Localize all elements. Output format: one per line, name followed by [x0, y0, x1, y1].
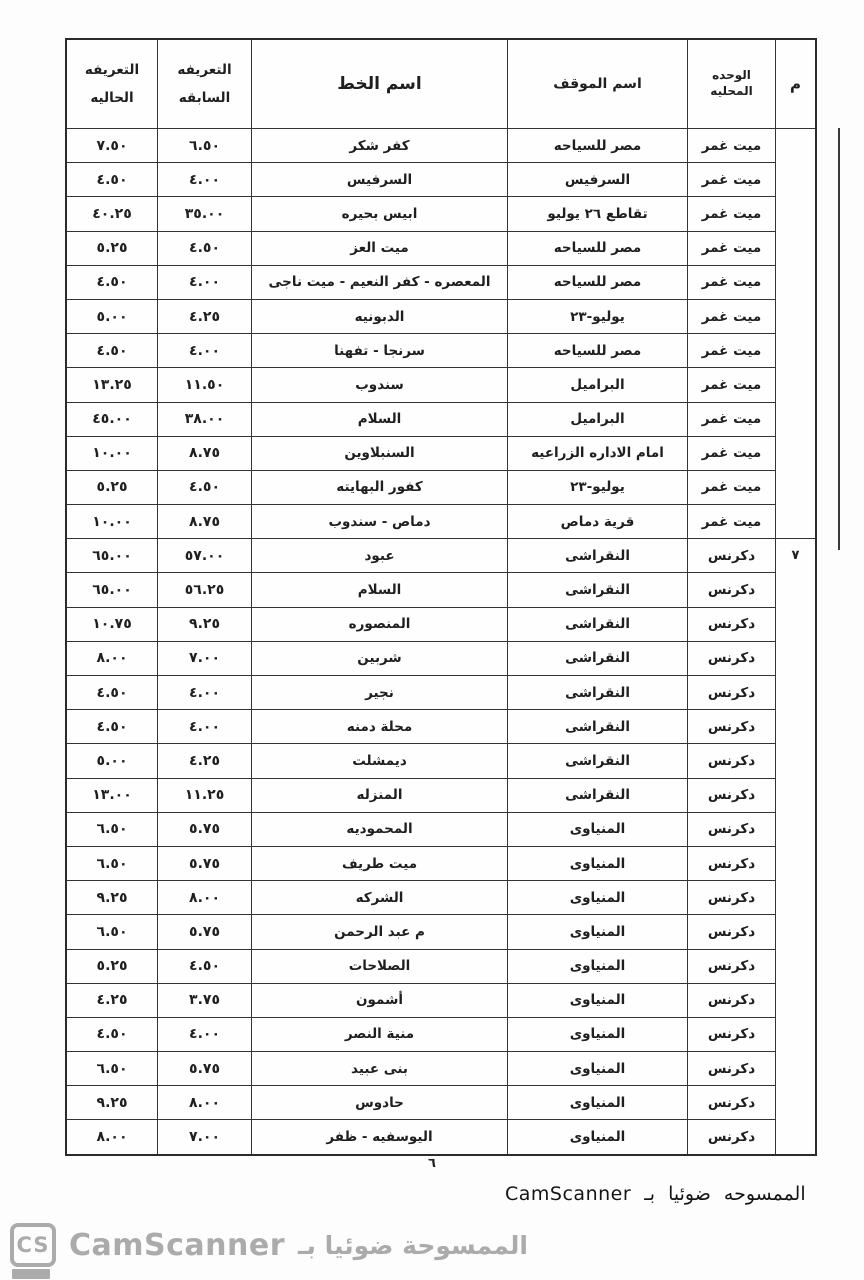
cell-line-name: الدبونيه: [251, 299, 507, 333]
cell-current-tariff: ٨.٠٠: [67, 1119, 157, 1153]
cell-station-name: المنياوى: [507, 846, 687, 880]
camscanner-watermark: [10, 1221, 528, 1269]
cell-previous-tariff: ٥.٧٥: [157, 1051, 251, 1085]
cell-previous-tariff: ٣٨.٠٠: [157, 402, 251, 436]
cell-line-name: محلة دمنه: [251, 709, 507, 743]
cell-previous-tariff: ٨.٧٥: [157, 436, 251, 470]
camscanner-arabic-caption: الممسوحة ضوئيا بـ: [298, 1230, 528, 1260]
scan-edge-artifact: [838, 128, 840, 550]
cell-previous-tariff: ٥٧.٠٠: [157, 538, 251, 572]
header-station-name: اسم الموقف: [507, 40, 687, 128]
cell-line-name: سندوب: [251, 367, 507, 401]
cell-current-tariff: ٤.٥٠: [67, 675, 157, 709]
cell-line-name: اليوسفيه - ظفر: [251, 1119, 507, 1153]
cell-line-name: المنزله: [251, 778, 507, 812]
cell-line-name: كفر شكر: [251, 128, 507, 162]
cell-current-tariff: ٦٥.٠٠: [67, 538, 157, 572]
serial-group-cell: [775, 128, 815, 538]
cell-station-name: مصر للسياحه: [507, 265, 687, 299]
header-local-unit: الوحده المحليه: [687, 40, 775, 128]
cell-previous-tariff: ٤.٠٠: [157, 709, 251, 743]
cell-previous-tariff: ١١.٢٥: [157, 778, 251, 812]
cell-previous-tariff: ٤.٥٠: [157, 231, 251, 265]
cell-previous-tariff: ٥.٧٥: [157, 846, 251, 880]
cell-local-unit: دكرنس: [687, 778, 775, 812]
cell-previous-tariff: ٤.٢٥: [157, 299, 251, 333]
header-serial: م: [775, 40, 815, 128]
cell-line-name: ديمشلت: [251, 743, 507, 777]
cell-station-name: يوليو-٢٣: [507, 470, 687, 504]
cell-previous-tariff: ٨.٠٠: [157, 880, 251, 914]
tariff-table: [65, 38, 817, 1156]
cell-line-name: أشمون: [251, 983, 507, 1017]
cell-local-unit: دكرنس: [687, 675, 775, 709]
cell-local-unit: ميت غمر: [687, 470, 775, 504]
cell-current-tariff: ٤.٥٠: [67, 333, 157, 367]
cell-current-tariff: ١٣.٠٠: [67, 778, 157, 812]
cell-local-unit: دكرنس: [687, 846, 775, 880]
cell-station-name: النقراشى: [507, 709, 687, 743]
cell-local-unit: ميت غمر: [687, 265, 775, 299]
cell-previous-tariff: ٣.٧٥: [157, 983, 251, 1017]
cell-current-tariff: ٩.٢٥: [67, 1085, 157, 1119]
cell-current-tariff: ٧.٥٠: [67, 128, 157, 162]
cell-current-tariff: ٥.٢٥: [67, 470, 157, 504]
cell-current-tariff: ١٠.٠٠: [67, 436, 157, 470]
cell-local-unit: دكرنس: [687, 743, 775, 777]
cell-current-tariff: ٦٥.٠٠: [67, 572, 157, 606]
cell-previous-tariff: ٦.٥٠: [157, 128, 251, 162]
cell-station-name: مصر للسياحه: [507, 231, 687, 265]
cell-previous-tariff: ٨.٧٥: [157, 504, 251, 538]
cell-current-tariff: ٤.٥٠: [67, 1017, 157, 1051]
cell-line-name: الصلاحات: [251, 949, 507, 983]
cell-station-name: المنياوى: [507, 914, 687, 948]
cell-station-name: السرفيس: [507, 162, 687, 196]
cell-previous-tariff: ٥٦.٢٥: [157, 572, 251, 606]
cell-local-unit: دكرنس: [687, 1119, 775, 1153]
cell-local-unit: ميت غمر: [687, 128, 775, 162]
cell-current-tariff: ٨.٠٠: [67, 641, 157, 675]
cell-previous-tariff: ٤.٢٥: [157, 743, 251, 777]
cell-local-unit: ميت غمر: [687, 504, 775, 538]
cell-current-tariff: ٤٠.٢٥: [67, 196, 157, 230]
cell-local-unit: دكرنس: [687, 880, 775, 914]
cell-line-name: الشركه: [251, 880, 507, 914]
cell-previous-tariff: ٤.٠٠: [157, 333, 251, 367]
cell-previous-tariff: ٥.٧٥: [157, 812, 251, 846]
header-current-tariff: التعريفه الحاليه: [84, 61, 140, 106]
cell-line-name: السرفيس: [251, 162, 507, 196]
cell-previous-tariff: ٤.٥٠: [157, 470, 251, 504]
cell-current-tariff: ٤.٥٠: [67, 162, 157, 196]
cell-current-tariff: ٦.٥٠: [67, 812, 157, 846]
cell-line-name: نجير: [251, 675, 507, 709]
handwritten-scan-note: الممسوحه ضوئيا بـ CamScanner: [505, 1183, 806, 1205]
cell-line-name: عبود: [251, 538, 507, 572]
cell-previous-tariff: ٥.٧٥: [157, 914, 251, 948]
cell-local-unit: دكرنس: [687, 1085, 775, 1119]
cell-local-unit: ميت غمر: [687, 402, 775, 436]
cell-station-name: النقراشى: [507, 538, 687, 572]
header-line-name: اسم الخط: [251, 40, 507, 128]
cell-station-name: المنياوى: [507, 1119, 687, 1153]
cell-station-name: المنياوى: [507, 983, 687, 1017]
cell-station-name: المنياوى: [507, 812, 687, 846]
cell-line-name: حادوس: [251, 1085, 507, 1119]
cell-current-tariff: ٤٥.٠٠: [67, 402, 157, 436]
cell-station-name: المنياوى: [507, 1085, 687, 1119]
cell-line-name: شربين: [251, 641, 507, 675]
cell-line-name: السلام: [251, 402, 507, 436]
cell-local-unit: دكرنس: [687, 1017, 775, 1051]
cell-line-name: السنبلاوين: [251, 436, 507, 470]
cell-station-name: النقراشى: [507, 607, 687, 641]
header-previous-tariff: التعريفه السابقه: [157, 40, 251, 128]
cell-line-name: المعصره - كفر النعيم - ميت ناجى: [251, 265, 507, 299]
cell-local-unit: دكرنس: [687, 949, 775, 983]
cell-current-tariff: ١٠.٠٠: [67, 504, 157, 538]
cell-current-tariff: ٥.٢٥: [67, 949, 157, 983]
cell-local-unit: دكرنس: [687, 812, 775, 846]
cell-local-unit: دكرنس: [687, 1051, 775, 1085]
cell-station-name: المنياوى: [507, 1051, 687, 1085]
cell-local-unit: ميت غمر: [687, 436, 775, 470]
cell-previous-tariff: ٩.٢٥: [157, 607, 251, 641]
camscanner-logo-icon: [10, 1223, 56, 1267]
cell-current-tariff: ٦.٥٠: [67, 1051, 157, 1085]
cell-station-name: البراميل: [507, 402, 687, 436]
cell-line-name: ميت طريف: [251, 846, 507, 880]
cell-line-name: دماص - سندوب: [251, 504, 507, 538]
cell-station-name: النقراشى: [507, 572, 687, 606]
cell-previous-tariff: ٧.٠٠: [157, 641, 251, 675]
cell-previous-tariff: ٧.٠٠: [157, 1119, 251, 1153]
cell-station-name: مصر للسياحه: [507, 333, 687, 367]
camscanner-logo-tab: [12, 1269, 50, 1279]
cell-station-name: النقراشى: [507, 675, 687, 709]
cell-local-unit: ميت غمر: [687, 162, 775, 196]
cell-previous-tariff: ١١.٥٠: [157, 367, 251, 401]
cell-station-name: يوليو-٢٣: [507, 299, 687, 333]
cell-current-tariff: ٤.٢٥: [67, 983, 157, 1017]
cell-line-name: السلام: [251, 572, 507, 606]
cell-local-unit: دكرنس: [687, 607, 775, 641]
cell-station-name: المنياوى: [507, 880, 687, 914]
cell-previous-tariff: ٤.٠٠: [157, 162, 251, 196]
cell-previous-tariff: ٨.٠٠: [157, 1085, 251, 1119]
cell-station-name: امام الاداره الزراعيه: [507, 436, 687, 470]
cell-station-name: المنياوى: [507, 1017, 687, 1051]
cell-station-name: النقراشى: [507, 743, 687, 777]
cell-local-unit: دكرنس: [687, 538, 775, 572]
cell-local-unit: ميت غمر: [687, 231, 775, 265]
serial-group-cell: ٧: [775, 538, 815, 1153]
cell-line-name: ميت العز: [251, 231, 507, 265]
cell-local-unit: دكرنس: [687, 709, 775, 743]
cell-local-unit: ميت غمر: [687, 196, 775, 230]
cell-previous-tariff: ٤.٠٠: [157, 265, 251, 299]
cell-line-name: المنصوره: [251, 607, 507, 641]
cell-local-unit: دكرنس: [687, 914, 775, 948]
cell-current-tariff: ٤.٥٠: [67, 709, 157, 743]
page-number: ٦: [428, 1156, 436, 1171]
cell-previous-tariff: ٤.٠٠: [157, 675, 251, 709]
cell-station-name: النقراشى: [507, 778, 687, 812]
cell-station-name: المنياوى: [507, 949, 687, 983]
cell-station-name: النقراشى: [507, 641, 687, 675]
cell-local-unit: ميت غمر: [687, 333, 775, 367]
cell-local-unit: ميت غمر: [687, 299, 775, 333]
cell-line-name: م عبد الرحمن: [251, 914, 507, 948]
cell-station-name: مصر للسياحه: [507, 128, 687, 162]
cell-local-unit: دكرنس: [687, 983, 775, 1017]
cell-line-name: المحموديه: [251, 812, 507, 846]
cell-local-unit: دكرنس: [687, 572, 775, 606]
cell-current-tariff: ٦.٥٠: [67, 914, 157, 948]
cell-line-name: كفور البهايته: [251, 470, 507, 504]
camscanner-brand-text: CamScanner: [69, 1227, 286, 1263]
cell-local-unit: دكرنس: [687, 641, 775, 675]
cell-previous-tariff: ٣٥.٠٠: [157, 196, 251, 230]
cell-current-tariff: ٤.٥٠: [67, 265, 157, 299]
cell-current-tariff: ٥.٠٠: [67, 743, 157, 777]
cell-line-name: منية النصر: [251, 1017, 507, 1051]
cell-station-name: قرية دماص: [507, 504, 687, 538]
cell-current-tariff: ٥.٢٥: [67, 231, 157, 265]
cell-station-name: تقاطع ٢٦ يوليو: [507, 196, 687, 230]
cell-current-tariff: ١٣.٢٥: [67, 367, 157, 401]
cell-previous-tariff: ٤.٥٠: [157, 949, 251, 983]
cell-current-tariff: ٥.٠٠: [67, 299, 157, 333]
camscanner-logo-text: CS: [16, 1233, 50, 1257]
cell-line-name: سرنجا - تفهنا: [251, 333, 507, 367]
cell-line-name: ابيس بحيره: [251, 196, 507, 230]
cell-previous-tariff: ٤.٠٠: [157, 1017, 251, 1051]
cell-current-tariff: ٩.٢٥: [67, 880, 157, 914]
cell-station-name: البراميل: [507, 367, 687, 401]
cell-local-unit: ميت غمر: [687, 367, 775, 401]
cell-line-name: بنى عبيد: [251, 1051, 507, 1085]
cell-current-tariff: ١٠.٧٥: [67, 607, 157, 641]
cell-current-tariff: ٦.٥٠: [67, 846, 157, 880]
